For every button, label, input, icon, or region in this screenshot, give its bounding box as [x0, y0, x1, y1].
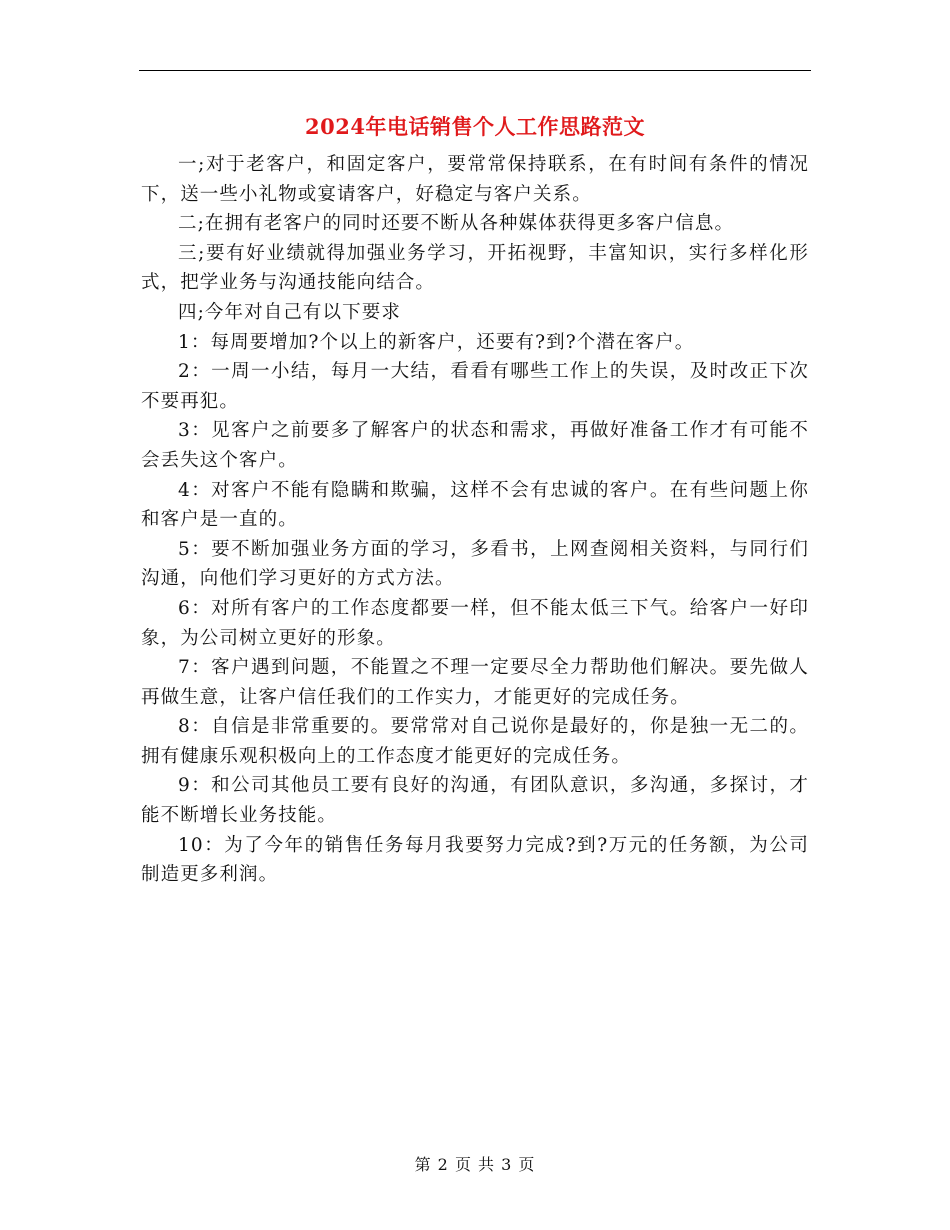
document-title: 2024年电话销售个人工作思路范文	[305, 114, 645, 139]
requirement-1: 1：每周要增加?个以上的新客户，还要有?到?个潜在客户。	[178, 331, 695, 353]
requirement-6: 6：对所有客户的工作态度都要一样，但不能太低三下气。给客户一好印象，为公司树立更好的形象。	[141, 597, 809, 649]
paragraph-2: 二;在拥有老客户的同时还要不断从各种媒体获得更多客户信息。	[178, 213, 735, 235]
paragraph-4: 四;今年对自己有以下要求	[178, 301, 401, 323]
requirement-3: 3：见客户之前要多了解客户的状态和需求，再做好准备工作才有可能不会丢失这个客户。	[141, 420, 809, 471]
header-rule	[139, 70, 811, 71]
paragraph-3: 三;要有好业绩就得加强业务学习，开拓视野，丰富知识，实行多样化形式，把学业务与沟通技能向结合。	[141, 242, 809, 294]
paragraph-1: 一;对于老客户，和固定客户，要常常保持联系，在有时间有条件的情况下，送一些小礼物或宴请客户，好稳定与客户关系。	[141, 154, 809, 205]
requirement-10: 10：为了今年的销售任务每月我要努力完成?到?万元的任务额，为公司制造更多利润。	[141, 834, 809, 886]
document-body	[141, 150, 809, 890]
requirement-8: 8：自信是非常重要的。要常常对自己说你是最好的，你是独一无二的。拥有健康乐观积极向上的工作态度才能更好的完成任务。	[141, 716, 809, 767]
requirement-9: 9：和公司其他员工要有良好的沟通，有团队意识，多沟通，多探讨，才能不断增长业务技能。	[141, 775, 809, 827]
requirement-5: 5：要不断加强业务方面的学习，多看书，上网查阅相关资料，与同行们沟通，向他们学习更好的方式方法。	[141, 538, 809, 590]
requirement-2: 2：一周一小结，每月一大结，看看有哪些工作上的失误，及时改正下次不要再犯。	[141, 361, 809, 412]
requirement-7: 7：客户遇到问题，不能置之不理一定要尽全力帮助他们解决。要先做人再做生意，让客户信任我们的工作实力，才能更好的完成任务。	[141, 657, 809, 708]
requirement-4: 4：对客户不能有隐瞒和欺骗，这样不会有忠诚的客户。在有些问题上你和客户是一直的。	[141, 479, 809, 531]
page-number-footer: 第 2 页 共 3 页	[414, 1155, 536, 1174]
